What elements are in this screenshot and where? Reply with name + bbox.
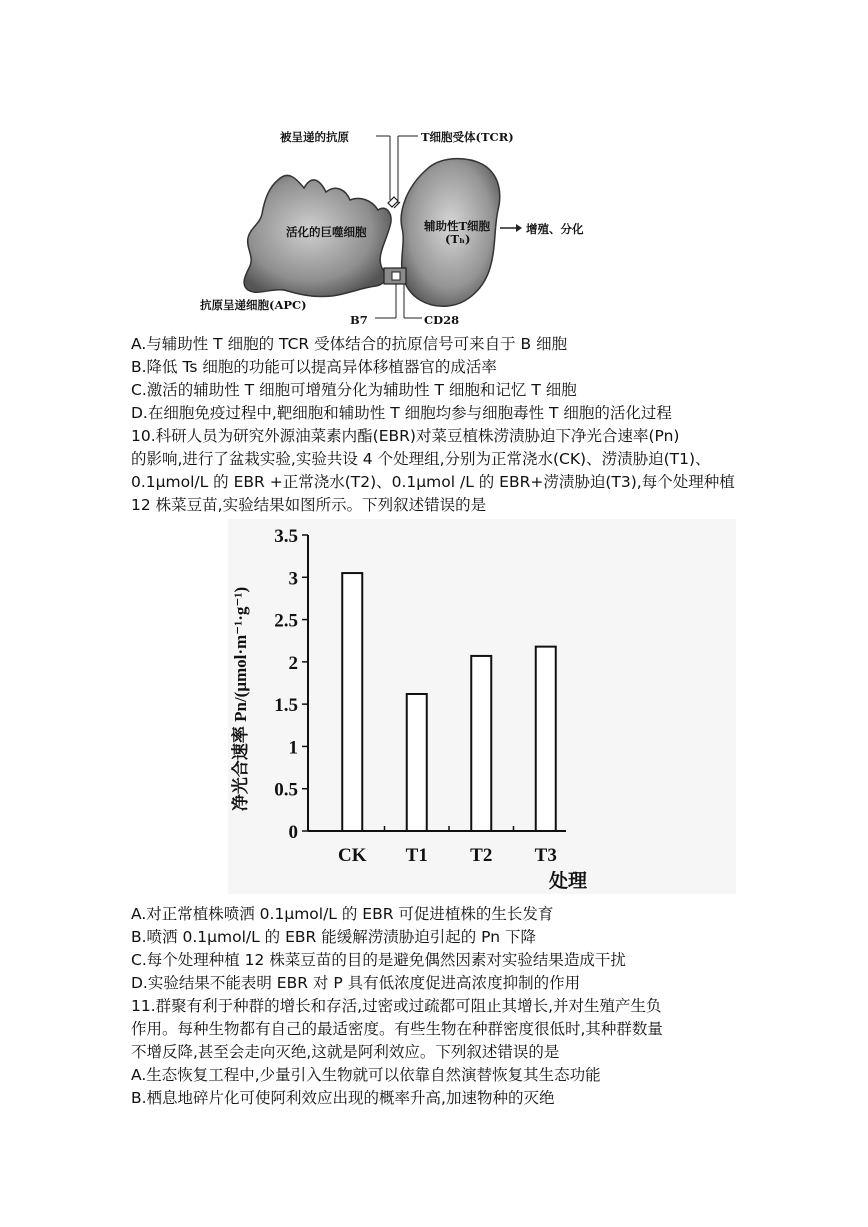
bar-t3 xyxy=(536,647,556,831)
q11-stem-line-2: 作用。每种生物都有自己的最适密度。有些生物在种群密度很低时,其种群数量 xyxy=(131,1020,663,1038)
label-apc: 抗原呈递细胞(APC) xyxy=(200,298,307,312)
y-tick-label: 3.5 xyxy=(274,526,298,547)
q10-stem-line-4: 12 株菜豆苗,实验结果如图所示。下列叙述错误的是 xyxy=(131,496,487,514)
q10-option-a: A.对正常植株喷洒 0.1μmol/L 的 EBR 可促进植株的生长发育 xyxy=(131,905,554,923)
x-axis-title: 处理 xyxy=(548,871,588,892)
immune-diagram xyxy=(200,118,640,333)
label-antigen: 被呈递的抗原 xyxy=(280,130,349,144)
x-tick-label: T3 xyxy=(534,845,557,866)
label-b7: B7 xyxy=(350,313,368,327)
q10-option-c: C.每个处理种植 12 株菜豆苗的目的是避免偶然因素对实验结果造成干扰 xyxy=(131,951,626,969)
label-proliferate: 增殖、分化 xyxy=(526,222,584,236)
q11-stem-line-1: 11.群聚有利于种群的增长和存活,过密或过疏都可阻止其增长,并对生殖产生负 xyxy=(131,997,662,1015)
q11-stem-line-3: 不增反降,甚至会走向灭绝,这就是阿利效应。下列叙述错误的是 xyxy=(131,1043,560,1061)
x-tick-label: CK xyxy=(338,845,367,866)
y-axis-title-text: 净光合速率 Pn/(μmol·m⁻¹·g⁻¹) xyxy=(231,586,250,812)
q10-option-b: B.喷洒 0.1μmol/L 的 EBR 能缓解涝渍胁迫引起的 Pn 下降 xyxy=(131,928,536,946)
y-tick-label: 2 xyxy=(288,652,298,674)
q11-option-a: A.生态恢复工程中,少量引入生物就可以依靠自然演替恢复其生态功能 xyxy=(131,1066,601,1084)
y-tick-label: 3 xyxy=(288,568,298,590)
bar-t1 xyxy=(407,694,427,831)
label-cd28: CD28 xyxy=(424,313,460,327)
q10-stem-line-3: 0.1μmol/L 的 EBR +正常浇水(T2)、0.1μmol /L 的 EBR+涝渍胁迫(T3),每个处理种植 xyxy=(131,473,735,491)
label-helper-t-sub: (Tₕ) xyxy=(445,232,471,246)
y-tick-label: 2.5 xyxy=(274,610,298,632)
q10-option-d: D.实验结果不能表明 EBR 对 P 具有低浓度促进高浓度抑制的作用 xyxy=(131,974,581,992)
y-tick-label: 0.5 xyxy=(274,779,298,801)
label-macrophage: 活化的巨噬细胞 xyxy=(286,225,367,239)
q9-option-b: B.降低 Ts 细胞的功能可以提高异体移植器官的成活率 xyxy=(131,358,497,376)
chart-svg xyxy=(228,519,736,894)
bar-ck xyxy=(342,573,362,831)
label-tcr: T细胞受体(TCR) xyxy=(421,130,514,144)
q10-stem-line-1: 10.科研人员为研究外源油菜素内酯(EBR)对菜豆植株涝渍胁迫下净光合速率(Pn) xyxy=(131,427,680,445)
label-helper-t: 辅助性T细胞 xyxy=(424,219,491,233)
y-tick-label: 1 xyxy=(288,737,298,759)
q10-stem-line-2: 的影响,进行了盆栽实验,实验共设 4 个处理组,分别为正常浇水(CK)、涝渍胁迫(T1)、 xyxy=(131,450,711,468)
pn-bar-chart xyxy=(228,519,736,894)
x-tick-label: T1 xyxy=(405,845,428,866)
y-tick-label: 0 xyxy=(288,822,298,843)
bar-t2 xyxy=(471,656,491,831)
q9-option-c: C.激活的辅助性 T 细胞可增殖分化为辅助性 T 细胞和记忆 T 细胞 xyxy=(131,381,577,399)
x-tick-label: T2 xyxy=(470,845,493,866)
q9-option-a: A.与辅助性 T 细胞的 TCR 受体结合的抗原信号可来自于 B 细胞 xyxy=(131,335,568,353)
y-axis-title xyxy=(230,587,250,811)
y-tick-label: 1.5 xyxy=(274,695,298,717)
q11-option-b: B.栖息地碎片化可使阿利效应出现的概率升高,加速物种的灭绝 xyxy=(131,1089,555,1107)
q9-option-d: D.在细胞免疫过程中,靶细胞和辅助性 T 细胞均参与细胞毒性 T 细胞的活化过程 xyxy=(131,404,672,422)
